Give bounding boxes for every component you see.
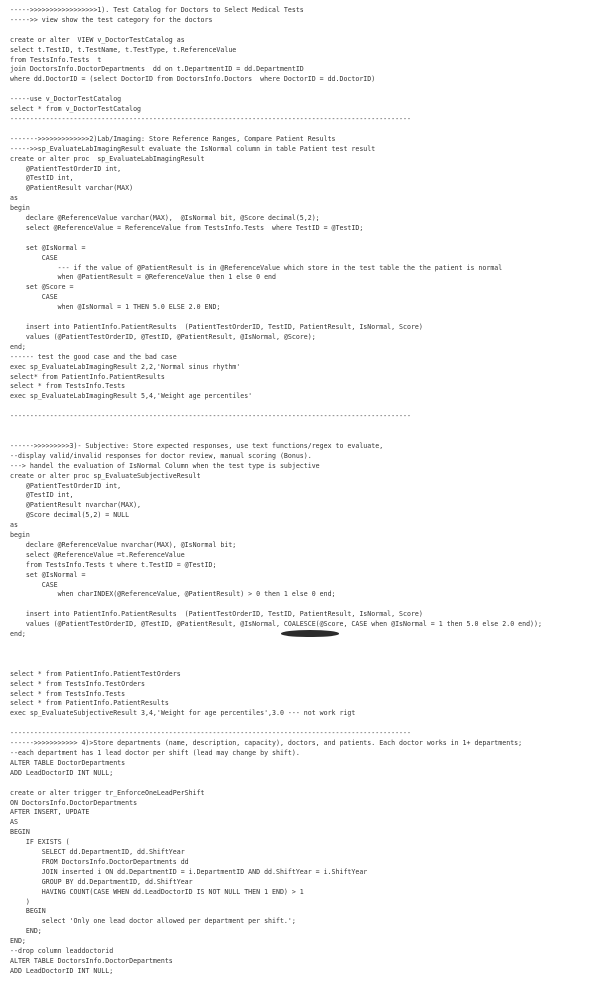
code-line[interactable]: where dd.DoctorID = (select DoctorID from DoctorsInfo.Doctors where DoctorID = dd.DoctorID)	[10, 75, 376, 84]
code-line[interactable]: ------ test the good case and the bad case	[10, 352, 177, 361]
code-line[interactable]: CASE	[10, 253, 58, 262]
code-line[interactable]: from TestsInfo.Tests t where t.TestID = @TestID;	[10, 560, 217, 569]
code-line[interactable]: ----->> view show the test category for the doctors	[10, 15, 213, 24]
code-line[interactable]: @PatientTestOrderID int,	[10, 164, 122, 173]
code-line[interactable]: ----->>sp_EvaluateLabImagingResult evaluate the IsNormal column in table Patient test result	[10, 144, 376, 153]
code-line[interactable]: IF EXISTS (	[10, 838, 70, 847]
code-line[interactable]: --display valid/invalid responses for doctor review, manual scoring (Bonus).	[10, 451, 312, 460]
code-line[interactable]	[10, 650, 596, 660]
code-line[interactable]: @Score decimal(5,2) = NULL	[10, 511, 130, 520]
code-line[interactable]: @TestID int,	[10, 174, 74, 183]
code-line[interactable]: ALTER TABLE DoctorsInfo.DoctorDepartments	[10, 957, 173, 965]
code-line[interactable]: -----------------------------------------------------------------------------------------------------	[10, 412, 411, 421]
code-line[interactable]	[10, 719, 596, 729]
code-line[interactable]: ------->>>>>>>>>>>>>2)Lab/Imaging: Store Reference Ranges, Compare Patient Results	[10, 134, 336, 143]
code-line[interactable]: ALTER TABLE DoctorDepartments	[10, 758, 126, 767]
code-line[interactable]	[10, 422, 596, 432]
code-line[interactable]: GROUP BY dd.DepartmentID, dd.ShiftYear	[10, 877, 193, 886]
code-line[interactable]: @PatientTestOrderID int,	[10, 481, 122, 490]
code-line[interactable]: create or alter trigger tr_EnforceOneLeadPerShift	[10, 788, 205, 797]
code-line[interactable]: from TestsInfo.Tests t	[10, 55, 102, 64]
code-line[interactable]: select * from TestsInfo.Tests	[10, 382, 126, 391]
code-line[interactable]	[10, 26, 596, 36]
code-line[interactable]: select * from TestsInfo.Tests	[10, 689, 126, 698]
code-line[interactable]: exec sp_EvaluateSubjectiveResult 3,4,'Weight for age percentiles',3.0 --- not work rigt	[10, 709, 356, 718]
code-line[interactable]: )	[10, 897, 30, 906]
code-line[interactable]: end;	[10, 342, 26, 351]
code-line[interactable]: create or alter proc sp_EvaluateLabImagingResult	[10, 154, 205, 163]
code-line[interactable]: AFTER INSERT, UPDATE	[10, 808, 90, 817]
code-line[interactable]: BEGIN	[10, 907, 46, 916]
code-line[interactable]	[10, 432, 596, 442]
code-line[interactable]: set @IsNormal =	[10, 243, 86, 252]
sql-code-editor[interactable]	[10, 6, 596, 977]
code-line[interactable]: as	[10, 194, 18, 203]
code-line[interactable]: as	[10, 521, 18, 530]
code-line[interactable]: JOIN inserted i ON dd.DepartmentID = i.DepartmentID AND dd.ShiftYear = i.ShiftYear	[10, 867, 368, 876]
code-line[interactable]: END;	[10, 927, 42, 936]
code-line[interactable]: SELECT dd.DepartmentID, dd.ShiftYear	[10, 848, 185, 857]
code-line[interactable]: values (@PatientTestOrderID, @TestID, @PatientResult, @IsNormal, COALESCE(@Score, CASE when @IsNormal = 1 then 5.0 else 2.0 end));	[10, 620, 542, 629]
code-line[interactable]: -----------------------------------------------------------------------------------------------------	[10, 114, 411, 123]
code-line[interactable]: insert into PatientInfo.PatientResults (PatientTestOrderID, TestID, PatientResult, IsNormal, Score)	[10, 610, 423, 619]
code-line[interactable]: FROM DoctorsInfo.DoctorDepartments dd	[10, 857, 189, 866]
code-line[interactable]: CASE	[10, 293, 58, 302]
code-line[interactable]: --- if the value of @PatientResult is in @ReferenceValue which store in the test table the the patient is normal	[10, 263, 503, 272]
code-line[interactable]: END;	[10, 937, 26, 946]
code-line[interactable]: exec sp_EvaluateLabImagingResult 2,2,'Normal sinus rhythm'	[10, 362, 241, 371]
code-line[interactable]: set @IsNormal =	[10, 570, 86, 579]
code-line[interactable]: CASE	[10, 580, 58, 589]
code-line[interactable]	[10, 402, 596, 412]
code-line[interactable]: declare @ReferenceValue nvarchar(MAX), @IsNormal bit;	[10, 540, 237, 549]
code-line[interactable]: select @ReferenceValue =t.ReferenceValue	[10, 550, 185, 559]
code-line[interactable]: select * from TestsInfo.TestOrders	[10, 679, 145, 688]
code-line[interactable]: ----->>>>>>>>>>>>>>>>>1). Test Catalog for Doctors to Select Medical Tests	[10, 6, 304, 14]
code-line[interactable]	[10, 600, 596, 610]
code-line[interactable]: end;	[10, 630, 26, 639]
code-line[interactable]: select * from v_DoctorTestCatalog	[10, 105, 142, 114]
code-line[interactable]: @PatientResult nvarchar(MAX),	[10, 501, 142, 510]
code-line[interactable]: select @ReferenceValue = ReferenceValue from TestsInfo.Tests where TestID = @TestID;	[10, 223, 364, 232]
code-line[interactable]: set @Score =	[10, 283, 74, 292]
code-line[interactable]: --drop column leaddoctorid	[10, 947, 114, 956]
code-line[interactable]: select* from PatientInfo.PatientResults	[10, 372, 165, 381]
code-line[interactable]: HAVING COUNT(CASE WHEN dd.LeadDoctorID IS NOT NULL THEN 1 END) > 1	[10, 887, 304, 896]
code-line[interactable]: when @PatientResult = @ReferenceValue then 1 else 0 end	[10, 273, 276, 282]
code-line[interactable]: exec sp_EvaluateLabImagingResult 5,4,'Weight age percentiles'	[10, 392, 253, 401]
code-line[interactable]: when @IsNormal = 1 THEN 5.0 ELSE 2.0 END;	[10, 303, 221, 312]
code-line[interactable]: @TestID int,	[10, 491, 74, 500]
code-line[interactable]	[10, 234, 596, 244]
code-line[interactable]: select 'Only one lead doctor allowed per department per shift.';	[10, 917, 296, 926]
code-line[interactable]	[10, 779, 596, 789]
code-line[interactable]: ON DoctorsInfo.DoctorDepartments	[10, 798, 138, 807]
code-line[interactable]: ------>>>>>>>>>>> 4)>Store departments (name, description, capacity), doctors, and patients. Each doctor works in 1+ departments;	[10, 739, 523, 748]
code-line[interactable]	[10, 660, 596, 670]
code-line[interactable]: ADD LeadDoctorID INT NULL;	[10, 966, 114, 975]
code-line[interactable]: join DoctorsInfo.DoctorDepartments dd on t.DepartmentID = dd.DepartmentID	[10, 65, 304, 74]
code-line[interactable]: select * from PatientInfo.PatientResults	[10, 699, 169, 708]
code-line[interactable]: ADD LeadDoctorID INT NULL;	[10, 768, 114, 777]
code-line[interactable]: create or alter proc sp_EvaluateSubjectiveResult	[10, 471, 201, 480]
code-line[interactable]: declare @ReferenceValue varchar(MAX), @IsNormal bit, @Score decimal(5,2);	[10, 214, 320, 223]
code-line[interactable]: values (@PatientTestOrderID, @TestID, @PatientResult, @IsNormal, @Score);	[10, 332, 316, 341]
code-line[interactable]: create or alter VIEW v_DoctorTestCatalog as	[10, 35, 185, 44]
code-line[interactable]: begin	[10, 204, 30, 213]
code-line[interactable]: select t.TestID, t.TestName, t.TestType, t.ReferenceValue	[10, 45, 237, 54]
code-line[interactable]	[10, 640, 596, 650]
code-line[interactable]: -----------------------------------------------------------------------------------------------------	[10, 729, 411, 738]
code-line[interactable]: insert into PatientInfo.PatientResults (PatientTestOrderID, TestID, PatientResult, IsNormal, Score)	[10, 323, 423, 331]
code-line[interactable]	[10, 313, 596, 323]
ink-blot-mark	[281, 630, 339, 637]
code-line[interactable]: select * from PatientInfo.PatientTestOrders	[10, 669, 181, 678]
code-line[interactable]: ---> handel the evaluation of IsNormal Column when the test type is subjective	[10, 461, 320, 470]
code-line[interactable]	[10, 125, 596, 135]
code-line[interactable]: @PatientResult varchar(MAX)	[10, 184, 134, 193]
code-line[interactable]: BEGIN	[10, 828, 30, 837]
code-line[interactable]: --each department has 1 lead doctor per shift (lead may change by shift).	[10, 748, 300, 757]
code-line[interactable]: when charINDEX(@ReferenceValue, @PatientResult) > 0 then 1 else 0 end;	[10, 590, 336, 599]
code-line[interactable]	[10, 85, 596, 95]
code-line[interactable]: ------>>>>>>>>>3)- Subjective: Store expected responses, use text functions/regex to evaluate,	[10, 441, 384, 450]
code-line[interactable]: AS	[10, 818, 18, 827]
code-line[interactable]: begin	[10, 531, 30, 540]
code-line[interactable]: -----use v_DoctorTestCatalog	[10, 95, 122, 104]
